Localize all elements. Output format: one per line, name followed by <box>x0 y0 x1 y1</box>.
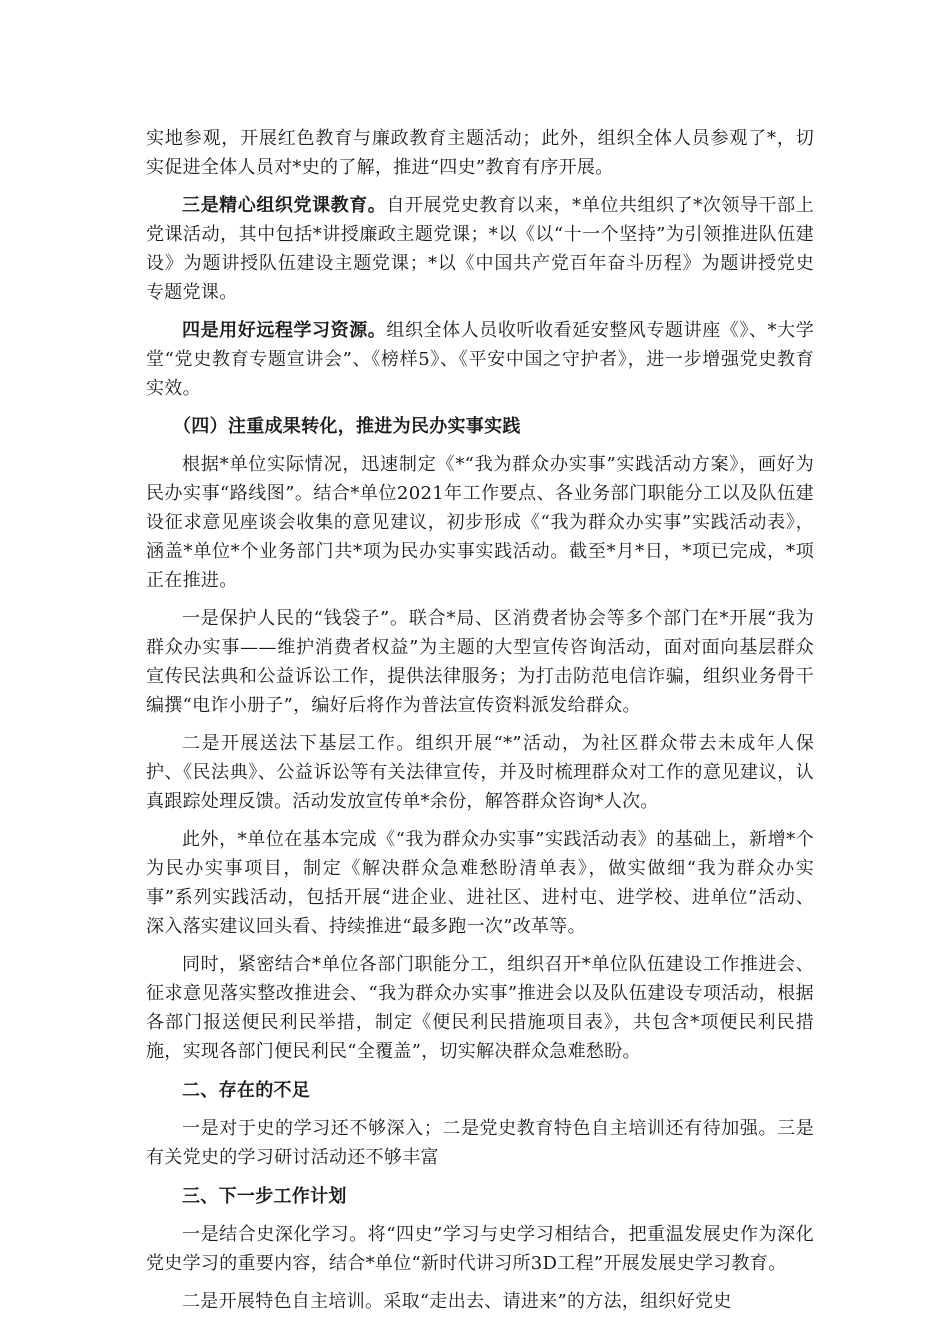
paragraph-special-training: 二是开展特色自主培训。采取“走出去、请进来”的方法，组织好党史 <box>182 1291 732 1312</box>
subsection-heading: （四）注重成果转化，推进为民办实事实践 <box>173 416 521 437</box>
section-heading-next-plan: 三、下一步工作计划 <box>182 1186 347 1207</box>
paragraph-deepen-learning: 一是结合史深化学习。将“四史”学习与史学习相结合，把重温发展史作为深化党史学习的重要内容，结合*单位“新时代讲习所3D工程”开展发展史学习教育。 <box>146 1224 814 1274</box>
paragraph-lead: 三是精心组织党课教育。 <box>182 195 387 216</box>
paragraph-law-grassroots: 二是开展送法下基层工作。组织开展“*”活动，为社区群众带去未成年人保护、《民法典》、公益诉讼等有关法律宣传，并及时梳理群众对工作的意见建议，认真跟踪处理反馈。活动发放宣传单*余份，解答群众咨询*人次。 <box>146 733 814 812</box>
paragraph-convenience-measures: 同时，紧密结合*单位各部门职能分工，组织召开*单位队伍建设工作推进会、征求意见落实整改推进会、“我为群众办实事”推进会以及队伍建设专项活动，根据各部门报送便民利民举措，制定《便民利民措施项目表》，共包含*项便民利民措施，实现各部门便民利民“全覆盖”，切实解决群众急难愁盼。 <box>146 954 814 1062</box>
paragraph-money-protection: 一是保护人民的“钱袋子”。联合*局、区消费者协会等多个部门在*开展“我为群众办实事——维护消费者权益”为主题的大型宣传咨询活动，面对面向基层群众宣传民法典和公益诉讼工作，提供法律服务；为打击防范电信诈骗，组织业务骨干编撰“电诈小册子”，编好后将作为普法宣传资料派发给群众。 <box>146 608 814 716</box>
paragraph-new-projects: 此外，*单位在基本完成《“我为群众办实事”实践活动表》的基础上，新增*个为民办实事项目，制定《解决群众急难愁盼清单表》，做实做细“我为群众办实事”系列实践活动，包括开展“进企业、进社区、进村屯、进学校、进单位”活动、深入落实建议回头看、持续推进“最多跑一次”改革等。 <box>146 829 814 937</box>
paragraph-text: 自开展党史教育以来，*单位共组织了*次领导干部上党课活动，其中包括*讲授廉政主题党课；*以《以“十一个坚持”为引领推进队伍建设》为题讲授队伍建设主题党课；*以《中国共产党百年奋斗历程》为题讲授党史专题党课。 <box>146 195 814 303</box>
paragraph-lead: 四是用好远程学习资源。 <box>182 320 387 341</box>
document-body <box>146 124 814 1316</box>
paragraph-practical-plan: 根据*单位实际情况，迅速制定《*“我为群众办实事”实践活动方案》，画好为民办实事“路线图”。结合*单位2021年工作要点、各业务部门职能分工以及队伍建设征求意见座谈会收集的意见建议，初步形成《“我为群众办实事”实践活动表》，涵盖*单位*个业务部门共*项为民办实事实践活动。截至*月*日，*项已完成，*项正在推进。 <box>146 454 814 591</box>
paragraph-text: 组织全体人员收听收看延安整风专题讲座《》、*大学堂“党史教育专题宣讲会”、《榜样5》、《平安中国之守护者》，进一步增强党史教育实效。 <box>146 320 814 399</box>
paragraph-continuation <box>146 124 814 182</box>
section-heading-shortcomings: 二、存在的不足 <box>182 1080 311 1101</box>
paragraph-remote-learning <box>146 316 814 403</box>
paragraph-text: 实地参观，开展红色教育与廉政教育主题活动；此外，组织全体人员参观了*，切实促进全体人员对*史的了解，推进“四史”教育有序开展。 <box>146 128 814 178</box>
paragraph-shortcomings: 一是对于史的学习还不够深入；二是党史教育特色自主培训还有待加强。三是有关党史的学习研讨活动还不够丰富 <box>146 1118 814 1168</box>
paragraph-party-lessons <box>146 191 814 307</box>
